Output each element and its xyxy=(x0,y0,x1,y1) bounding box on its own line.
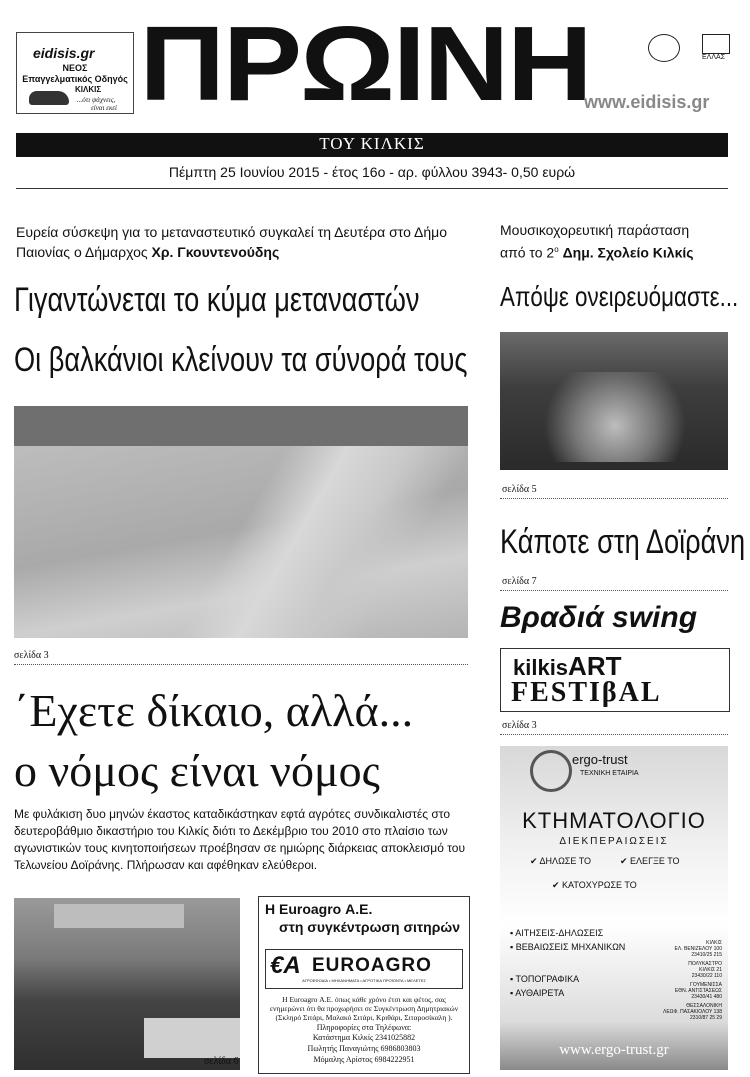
festival-art: ART xyxy=(568,651,622,681)
lead-page-ref[interactable]: σελίδα 3 xyxy=(14,650,49,661)
second-headline-1[interactable]: ΄Εχετε δίκαιο, αλλά... xyxy=(14,685,414,736)
euroagro-logo-icon: €A xyxy=(270,952,301,979)
ad-service: ▪ ΤΟΠΟΓΡΑΦΙΚΑ xyxy=(510,974,580,984)
ad-service-text: ΑΥΘΑΙΡΕΤΑ xyxy=(515,988,565,998)
festival-box[interactable] xyxy=(500,648,730,712)
school-performance-photo xyxy=(500,332,728,470)
ad-service-text: ΑΙΤΗΣΕΙΣ-ΔΗΛΩΣΕΙΣ xyxy=(515,928,604,938)
ad-service-text: ΒΕΒΑΙΩΣΕΙΣ ΜΗΧΑΝΙΚΩΝ xyxy=(515,942,626,952)
office-line: ΚΙΛΚΙΣ 21 xyxy=(699,967,722,973)
car-icon xyxy=(29,91,69,105)
music-divider xyxy=(500,498,728,499)
festival-kilkis: kilkis xyxy=(513,655,569,680)
ad-step: ✔ ΕΛΕΓΞΕ ΤΟ xyxy=(620,856,680,866)
stamp-icon xyxy=(648,34,680,62)
swing-headline[interactable]: Βραδιά swing xyxy=(500,601,698,634)
office-line: 23430/41 480 xyxy=(691,994,722,1000)
euroagro-title-2: στη συγκέντρωση σιτηρών xyxy=(279,919,460,935)
festival-divider xyxy=(500,734,728,735)
euroagro-text: Η Euroagro Α.Ε. όπως κάθε χρόνο έτσι και φέτος, σας ενημερώνει ότι θα προχωρήσει σε Συγκέντρωση Δημητριακών (Σκληρό Σιτάρι, Μαλακό Σιτάρι, Κριθάρι, Σιταροσίκαλη ). xyxy=(269,995,459,1022)
office-line: 23410/25 215 xyxy=(691,952,722,958)
dateline-rule xyxy=(16,188,728,189)
ad-step-text: ΔΗΛΩΣΕ ΤΟ xyxy=(539,856,592,866)
lead-kicker xyxy=(16,222,471,262)
ad-subtitle: ΔΙΕΚΠΕΡΑΙΩΣΕΙΣ xyxy=(559,836,669,847)
music-kicker-from: από το 2 xyxy=(500,244,555,261)
ergo-brand: ergo-trust xyxy=(572,752,628,767)
ad-offices xyxy=(630,940,722,1021)
office-line: ΚΙΛΚΙΣ xyxy=(706,940,722,946)
euroagro-logo-box xyxy=(265,949,463,989)
ad-step: ✔ ΔΗΛΩΣΕ ΤΟ xyxy=(530,856,592,866)
office-line: ΛΕΩΦ. ΠΑΣΑΚΙΟΛΟΥ 138 xyxy=(662,1009,722,1015)
farmers-photo xyxy=(14,898,240,1070)
badge-line1: ΝΕΟΣ xyxy=(62,63,88,73)
lead-kicker-name: Χρ. Γκουντενούδης xyxy=(151,244,280,260)
badge-line3: ΚΙΛΚΙΣ xyxy=(75,85,102,94)
lead-headline-2[interactable]: Οι βαλκάνιοι κλείνουν τα σύνορά τους xyxy=(14,341,468,379)
badge-line5: είναι εκεί xyxy=(91,104,118,112)
office-line: 23430/22 110 xyxy=(691,973,722,979)
second-body: Με φυλάκιση δυο μηνών έκαστος καταδικάστηκαν εφτά αγρότες συνδικαλιστές στο δευτεροβάθμιο δικαστήριο του Κιλκίς διότι το Δεκέμβριο του 2010 στο πλαίσιο των αγωνιστικών τους κινητοποιήσεων προέβησαν σε ημιώρης διάρκειας αποκλεισμό του Τελωνείου Δοϊράνης. Πλήρωσαν και αφέθηκαν ελεύθεροι. xyxy=(14,807,466,872)
festival-page-ref[interactable]: σελίδα 3 xyxy=(502,720,537,731)
office-line: ΘΕΣΣΑΛΟΝΙΚΗ xyxy=(686,1003,722,1009)
euroagro-logo: EUROAGRO xyxy=(312,955,432,976)
ad-service: ▪ ΑΙΤΗΣΕΙΣ-ΔΗΛΩΣΕΙΣ xyxy=(510,928,604,938)
music-headline[interactable]: Απόψε ονειρευόμαστε... xyxy=(500,281,739,312)
lead-photo-migrants xyxy=(14,406,468,638)
music-kicker-line1: Μουσικοχορευτική παράσταση xyxy=(500,222,690,238)
ergo-brand-sub: ΤΕΧΝΙΚΗ ΕΤΑΙΡΙΑ xyxy=(580,770,639,777)
doirani-headline[interactable]: Κάποτε στη Δοϊράνη xyxy=(500,523,746,561)
office-line: ΠΟΛΥΚΑΣΤΡΟ xyxy=(688,961,722,967)
lead-divider xyxy=(14,664,468,665)
music-kicker xyxy=(500,220,730,263)
postal-mark-icon xyxy=(702,34,730,54)
ad-service: ▪ ΑΥΘΑΙΡΕΤΑ xyxy=(510,988,565,998)
euroagro-phone: Μόμαλης Αρίστος 6984222951 xyxy=(313,1055,415,1064)
music-kicker-school: Δημ. Σχολείο Κιλκίς xyxy=(562,244,694,261)
subtitle: ΤΟΥ ΚΙΛΚΙΣ xyxy=(319,134,425,153)
music-page-ref[interactable]: σελίδα 5 xyxy=(502,484,537,495)
doirani-divider xyxy=(500,590,728,591)
ad-url[interactable]: www.ergo-trust.gr xyxy=(559,1042,669,1058)
website[interactable]: www.eidisis.gr xyxy=(584,92,710,112)
badge-line2: Επαγγελματικός Οδηγός xyxy=(22,74,128,84)
second-headline-2[interactable]: ο νόμος είναι νόμος xyxy=(14,745,380,796)
lead-kicker-text: Ευρεία σύσκεψη για το μεταναστευτικό συγκαλεί τη Δευτέρα στο Δήμο Παιονίας ο Δήμαρχος xyxy=(16,224,447,260)
office-line: ΕΘΝ. ΑΝΤΙΣΤΑΣΕΩΣ xyxy=(674,988,722,994)
euroagro-phone: Κατάστημα Κιλκίς 2341025882 xyxy=(312,1033,416,1042)
ad-step-text: ΚΑΤΟΧΥΡΩΣΕ ΤΟ xyxy=(562,880,637,890)
ad-service-text: ΤΟΠΟΓΡΑΦΙΚΑ xyxy=(515,974,580,984)
music-kicker-line2 xyxy=(500,240,730,263)
euroagro-title-1: Η Euroagro Α.Ε. xyxy=(265,901,373,917)
ad-title: ΚΤΗΜΑΤΟΛΟΓΙΟ xyxy=(522,808,706,833)
dateline: Πέμπτη 25 Ιουνίου 2015 - έτος 16ο - αρ. φύλλου 3943- 0,50 ευρώ xyxy=(168,164,576,180)
euroagro-logo-tagline: ΑΓΡΟΕΦΟΔΙΑ • ΜΗΧΑΝΗΜΑΤΑ • ΑΓΡΟΤΙΚΑ ΠΡΟΪΟΝΤΑ • ΜΕΛΕΤΕΣ xyxy=(302,978,426,983)
office-line: 2310/87 25 29 xyxy=(690,1015,722,1021)
office-line: ΓΟΥΜΕΝΙΣΣΑ xyxy=(690,982,722,988)
music-kicker-sup: ο xyxy=(554,245,559,254)
euroagro-phone: Πωλητής Παναγιώτης 6986803803 xyxy=(307,1044,421,1053)
ad-service: ▪ ΒΕΒΑΙΩΣΕΙΣ ΜΗΧΑΝΙΚΩΝ xyxy=(510,942,626,952)
stamp-text: ΕΛΛΑΣ xyxy=(702,54,726,61)
lead-headline-1[interactable]: Γιγαντώνεται το κύμα μεταναστών xyxy=(14,281,420,319)
farmers-page-ref[interactable]: σελίδα 6 xyxy=(204,1056,239,1067)
festival-line2: FESTIβAL xyxy=(511,677,662,708)
doirani-page-ref[interactable]: σελίδα 7 xyxy=(502,576,537,587)
office-line: ΕΛ. ΒΕΝΙΖΕΛΟΥ 100 xyxy=(674,946,722,952)
ad-step: ✔ ΚΑΤΟΧΥΡΩΣΕ ΤΟ xyxy=(552,880,637,890)
ergo-trust-logo-icon xyxy=(530,750,572,792)
euroagro-info-title: Πληροφορίες στα Τηλέφωνα: xyxy=(316,1023,412,1032)
badge-logo: eidisis.gr xyxy=(33,45,95,61)
newspaper-title: ΠΡΩΙΝΗ xyxy=(139,5,591,123)
badge-line4: ...ότι ψάχνεις, xyxy=(77,96,116,104)
euroagro-box xyxy=(258,896,470,1074)
ergo-trust-ad[interactable] xyxy=(500,746,728,1070)
ad-step-text: ΕΛΕΓΞΕ ΤΟ xyxy=(630,856,680,866)
